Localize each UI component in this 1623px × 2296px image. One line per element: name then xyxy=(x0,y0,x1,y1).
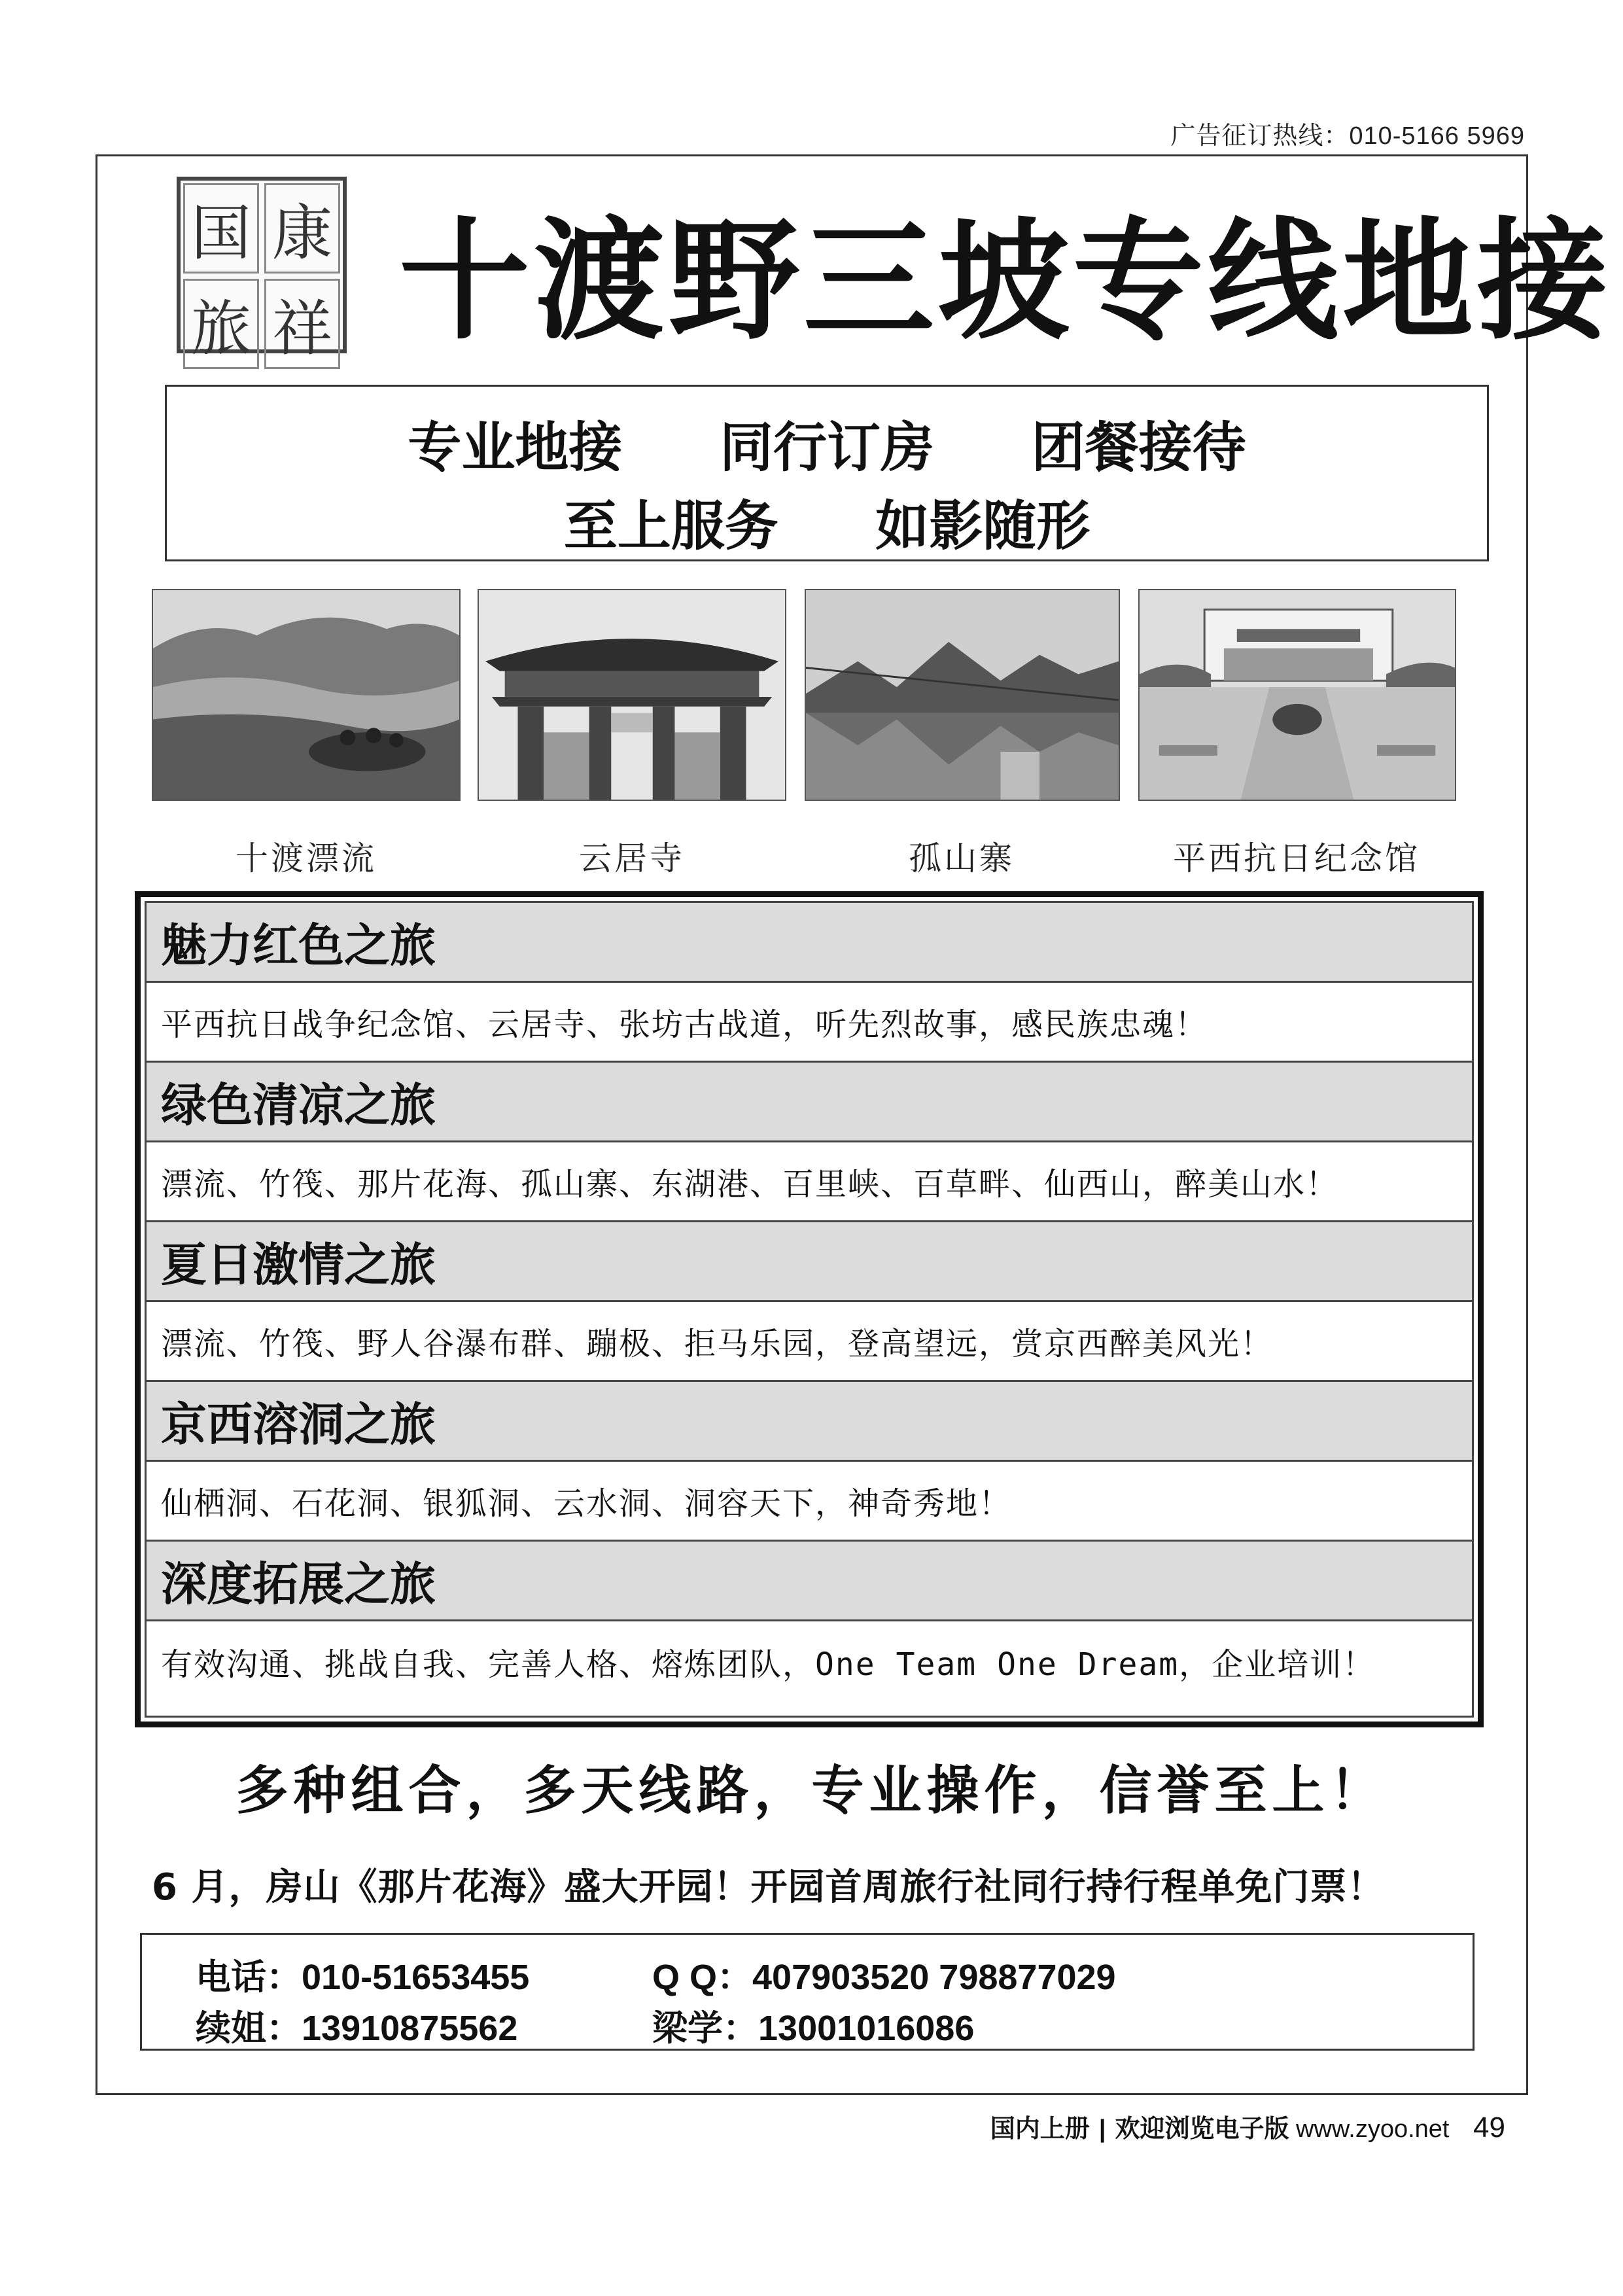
photo-lake xyxy=(805,589,1120,801)
route-title: 京西溶洞之旅 xyxy=(147,1382,1472,1462)
route-description: 有效沟通、挑战自我、完善人格、熔炼团队，One Team One Dream，企业培训！ xyxy=(147,1621,1472,1701)
photo-rafting xyxy=(152,589,461,801)
contact-liang: 梁学：13001016086 xyxy=(652,2009,975,2048)
route-table xyxy=(135,891,1484,1727)
route-title: 深度拓展之旅 xyxy=(147,1542,1472,1621)
page-number: 49 xyxy=(1473,2111,1505,2144)
opening-notice: 6 月，房山《那片花海》盛大开园！开园首周旅行社同行持行程单免门票！ xyxy=(152,1866,1385,1909)
slogan-item: 专业地接 xyxy=(408,416,623,479)
tagline: 多种组合，多天线路，专业操作，信誉至上！ xyxy=(236,1759,1387,1821)
company-logo xyxy=(177,177,347,364)
slogan-box xyxy=(165,385,1489,561)
photo-memorial xyxy=(1138,589,1456,801)
logo-char: 旅 xyxy=(183,279,259,369)
slogan-item: 同行订房 xyxy=(719,416,934,479)
slogan-item: 团餐接待 xyxy=(1031,416,1246,479)
contact-box xyxy=(140,1933,1475,2051)
photo-caption: 十渡漂流 xyxy=(236,839,377,877)
slogan-item: 如影随形 xyxy=(875,495,1091,557)
slogan-row-1 xyxy=(167,405,1487,482)
footer-book: 国内上册 xyxy=(990,2115,1090,2143)
route-description: 漂流、竹筏、那片花海、孤山寨、东湖港、百里峡、百草畔、仙西山，醉美山水！ xyxy=(147,1142,1472,1222)
route-title: 魅力红色之旅 xyxy=(147,903,1472,983)
route-description: 仙栖洞、石花洞、银狐洞、云水洞、洞容天下，神奇秀地！ xyxy=(147,1462,1472,1542)
route-description: 平西抗日战争纪念馆、云居寺、张坊古战道，听先烈故事，感民族忠魂！ xyxy=(147,983,1472,1063)
logo-char: 康 xyxy=(264,183,340,274)
photo-caption: 平西抗日纪念馆 xyxy=(1173,839,1420,877)
footer-separator: | xyxy=(1098,2115,1106,2143)
footer-welcome: 欢迎浏览电子版 xyxy=(1115,2115,1289,2143)
page-footer xyxy=(990,2108,1505,2144)
route-title: 绿色清凉之旅 xyxy=(147,1063,1472,1142)
ad-hotline: 广告征订热线：010-5166 5969 xyxy=(1170,122,1525,150)
page-title: 十渡野三坡专线地接 xyxy=(399,204,1613,358)
logo-char: 祥 xyxy=(264,279,340,369)
photo-caption: 孤山寨 xyxy=(909,839,1015,877)
slogan-item: 至上服务 xyxy=(563,495,778,557)
route-title: 夏日激情之旅 xyxy=(147,1222,1472,1302)
slogan-row-2 xyxy=(167,484,1487,560)
logo-char: 国 xyxy=(183,183,259,274)
qq-contact: Q Q：407903520 798877029 xyxy=(652,1958,1116,1997)
photo-temple xyxy=(478,589,786,801)
route-description: 漂流、竹筏、野人谷瀑布群、蹦极、拒马乐园，登高望远，赏京西醉美风光！ xyxy=(147,1302,1472,1382)
photo-caption: 云居寺 xyxy=(579,839,685,877)
contact-xu: 续姐：13910875562 xyxy=(196,2009,518,2048)
footer-website: www.zyoo.net xyxy=(1296,2115,1450,2143)
phone-contact: 电话：010-51653455 xyxy=(196,1958,530,1997)
